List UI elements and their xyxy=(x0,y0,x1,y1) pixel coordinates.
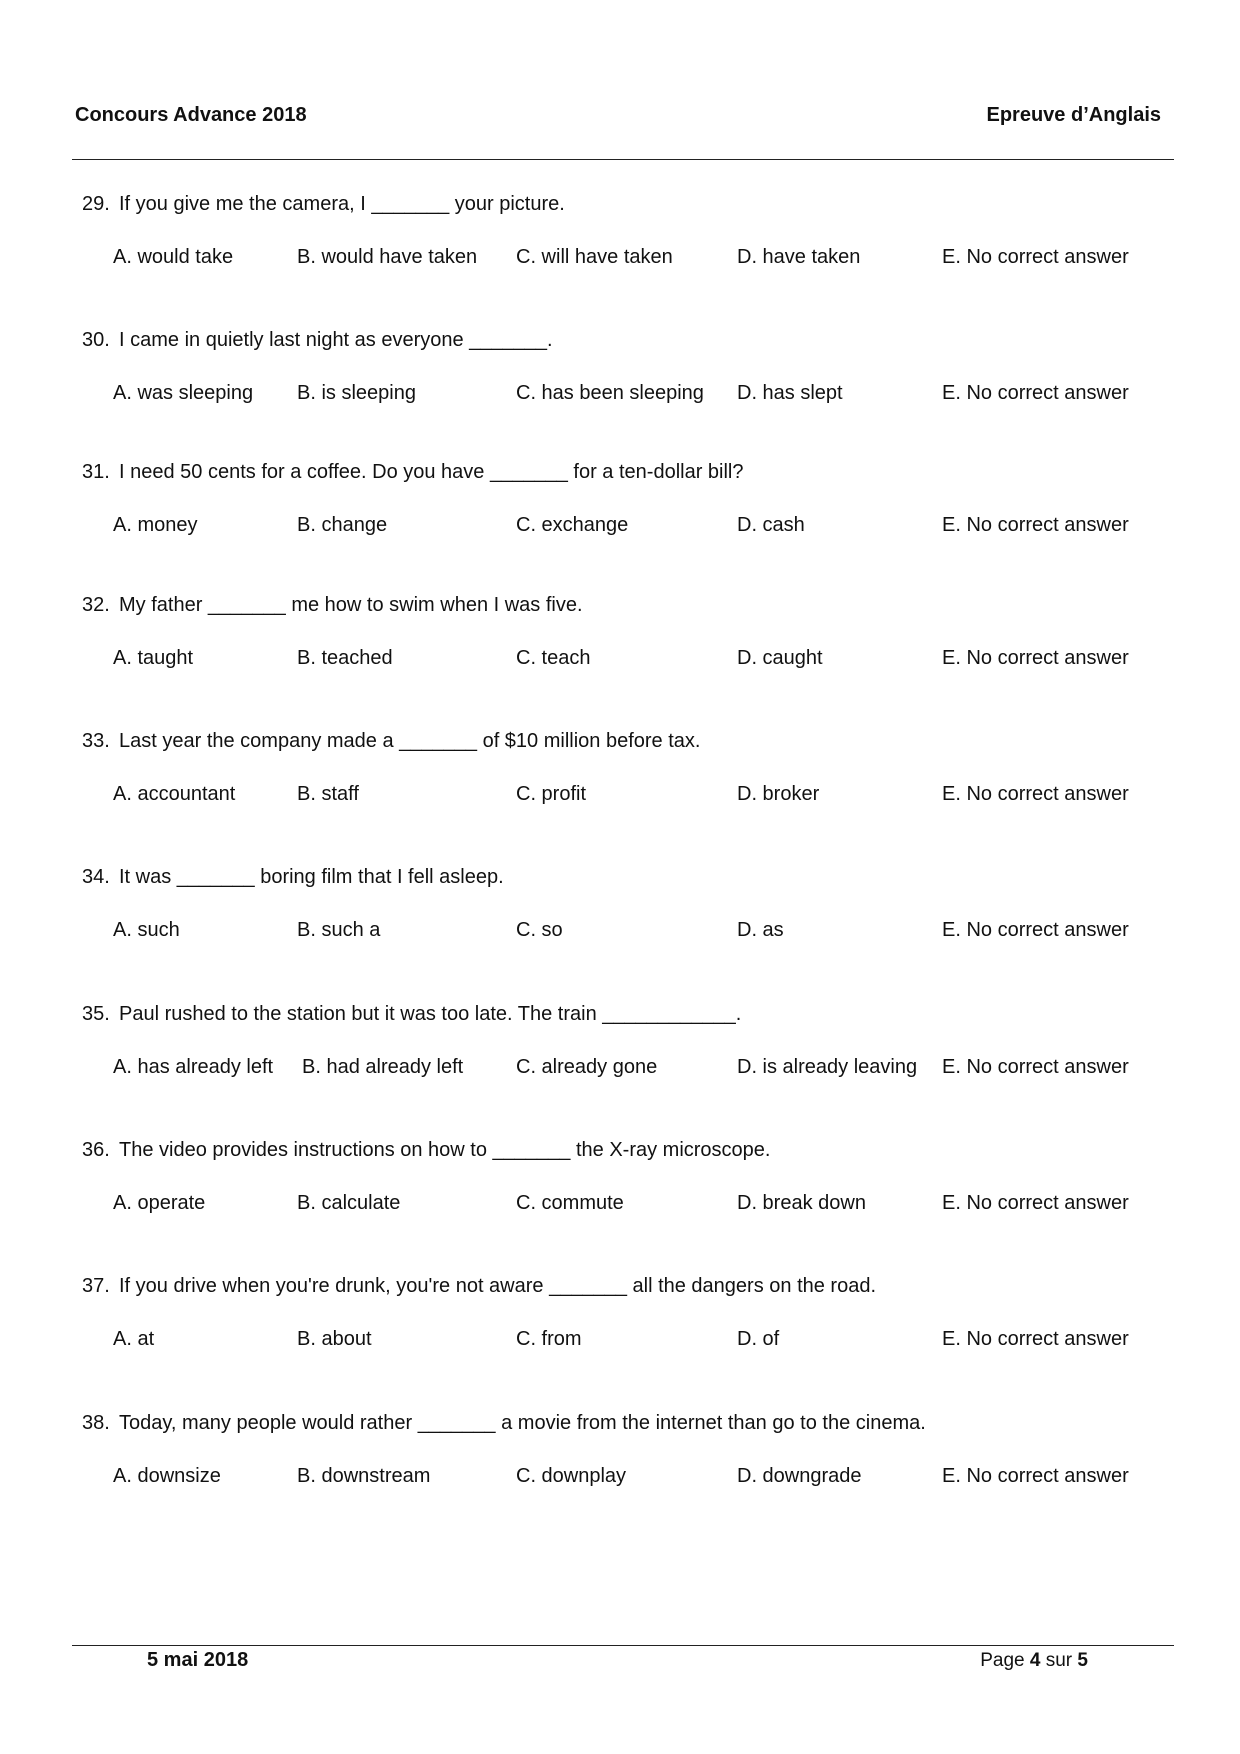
question-30 xyxy=(82,327,1182,406)
question-38 xyxy=(82,1410,1182,1489)
option-b[interactable]: B. downstream xyxy=(297,1465,431,1487)
option-a[interactable]: A. downsize xyxy=(113,1465,221,1487)
option-e[interactable]: E. No correct answer xyxy=(942,1056,1129,1078)
option-row xyxy=(82,512,1182,538)
option-c[interactable]: C. so xyxy=(516,919,563,941)
option-b[interactable]: B. about xyxy=(297,1328,372,1350)
header-exam-title: Concours Advance 2018 xyxy=(75,104,307,126)
option-a[interactable]: A. such xyxy=(113,919,180,941)
option-d[interactable]: D. as xyxy=(737,919,784,941)
question-text: Last year the company made a _______ of $10 million before tax. xyxy=(119,730,701,752)
option-d[interactable]: D. is already leaving xyxy=(737,1056,918,1078)
option-b[interactable]: B. teached xyxy=(297,647,393,669)
option-e[interactable]: E. No correct answer xyxy=(942,647,1129,669)
option-row xyxy=(82,1190,1182,1216)
question-31 xyxy=(82,459,1182,538)
question-number: 30. xyxy=(82,329,110,351)
option-a[interactable]: A. has already left xyxy=(113,1056,274,1078)
question-number: 36. xyxy=(82,1139,110,1161)
option-b[interactable]: B. change xyxy=(297,514,388,536)
question-text: I came in quietly last night as everyone _______. xyxy=(119,329,553,351)
option-a[interactable]: A. at xyxy=(113,1328,155,1350)
option-a[interactable]: A. operate xyxy=(113,1192,206,1214)
option-c[interactable]: C. profit xyxy=(516,783,587,805)
option-row xyxy=(82,1054,1182,1080)
option-e[interactable]: E. No correct answer xyxy=(942,919,1129,941)
question-number: 35. xyxy=(82,1003,110,1025)
option-row xyxy=(82,1326,1182,1352)
option-d[interactable]: D. downgrade xyxy=(737,1465,862,1487)
header-subject: Epreuve d’Anglais xyxy=(986,104,1161,126)
option-a[interactable]: A. accountant xyxy=(113,783,236,805)
page-sur: sur xyxy=(1045,1650,1073,1671)
question-number: 29. xyxy=(82,193,110,215)
option-a[interactable]: A. was sleeping xyxy=(113,382,254,404)
page-current: 4 xyxy=(1029,1650,1041,1671)
option-e[interactable]: E. No correct answer xyxy=(942,382,1129,404)
question-text: Paul rushed to the station but it was too late. The train ____________. xyxy=(119,1003,742,1025)
page-total: 5 xyxy=(1077,1650,1088,1671)
question-text: I need 50 cents for a coffee. Do you have _______ for a ten-dollar bill? xyxy=(119,461,744,483)
question-33 xyxy=(82,728,1182,807)
option-b[interactable]: B. is sleeping xyxy=(297,382,416,404)
option-c[interactable]: C. downplay xyxy=(516,1465,627,1487)
option-c[interactable]: C. from xyxy=(516,1328,582,1350)
question-text: Today, many people would rather _______ a movie from the internet than go to the cinema. xyxy=(119,1412,926,1434)
question-35 xyxy=(82,1001,1182,1080)
footer-date: 5 mai 2018 xyxy=(147,1649,249,1671)
option-row xyxy=(82,645,1182,671)
option-a[interactable]: A. money xyxy=(113,514,198,536)
question-text: My father _______ me how to swim when I was five. xyxy=(119,594,583,616)
option-a[interactable]: A. would take xyxy=(113,246,234,268)
option-e[interactable]: E. No correct answer xyxy=(942,1192,1129,1214)
option-e[interactable]: E. No correct answer xyxy=(942,783,1129,805)
option-e[interactable]: E. No correct answer xyxy=(942,246,1129,268)
option-row xyxy=(82,1463,1182,1489)
option-b[interactable]: B. calculate xyxy=(297,1192,401,1214)
option-e[interactable]: E. No correct answer xyxy=(942,1328,1129,1350)
option-d[interactable]: D. broker xyxy=(737,783,820,805)
question-number: 34. xyxy=(82,866,110,888)
option-c[interactable]: C. commute xyxy=(516,1192,624,1214)
question-number: 32. xyxy=(82,594,110,616)
question-36 xyxy=(82,1137,1182,1216)
question-text: It was _______ boring film that I fell asleep. xyxy=(119,866,504,888)
footer-divider xyxy=(72,1645,1174,1646)
option-d[interactable]: D. break down xyxy=(737,1192,866,1214)
question-number: 37. xyxy=(82,1275,110,1297)
question-text: If you drive when you're drunk, you're not aware _______ all the dangers on the road. xyxy=(119,1275,877,1297)
option-d[interactable]: D. have taken xyxy=(737,246,861,268)
option-row xyxy=(82,244,1182,270)
option-b[interactable]: B. staff xyxy=(297,783,359,805)
option-c[interactable]: C. exchange xyxy=(516,514,629,536)
option-c[interactable]: C. has been sleeping xyxy=(516,382,704,404)
question-34 xyxy=(82,864,1182,943)
question-29 xyxy=(82,191,1182,270)
header-divider xyxy=(72,159,1174,160)
option-e[interactable]: E. No correct answer xyxy=(942,514,1129,536)
option-d[interactable]: D. of xyxy=(737,1328,780,1350)
question-text: The video provides instructions on how to _______ the X-ray microscope. xyxy=(119,1139,771,1161)
question-number: 33. xyxy=(82,730,110,752)
option-c[interactable]: C. teach xyxy=(516,647,591,669)
option-c[interactable]: C. will have taken xyxy=(516,246,673,268)
option-b[interactable]: B. had already left xyxy=(302,1056,464,1078)
question-37 xyxy=(82,1273,1182,1352)
question-text: If you give me the camera, I _______ your picture. xyxy=(119,193,565,215)
page-label: Page xyxy=(980,1650,1025,1671)
option-d[interactable]: D. cash xyxy=(737,514,805,536)
option-e[interactable]: E. No correct answer xyxy=(942,1465,1129,1487)
option-b[interactable]: B. would have taken xyxy=(297,246,478,268)
option-d[interactable]: D. caught xyxy=(737,647,823,669)
option-c[interactable]: C. already gone xyxy=(516,1056,658,1078)
footer-page-number xyxy=(980,1650,1088,1672)
question-number: 38. xyxy=(82,1412,110,1434)
option-b[interactable]: B. such a xyxy=(297,919,381,941)
option-row xyxy=(82,380,1182,406)
option-row xyxy=(82,917,1182,943)
option-d[interactable]: D. has slept xyxy=(737,382,843,404)
option-a[interactable]: A. taught xyxy=(113,647,194,669)
question-number: 31. xyxy=(82,461,110,483)
question-32 xyxy=(82,592,1182,671)
option-row xyxy=(82,781,1182,807)
